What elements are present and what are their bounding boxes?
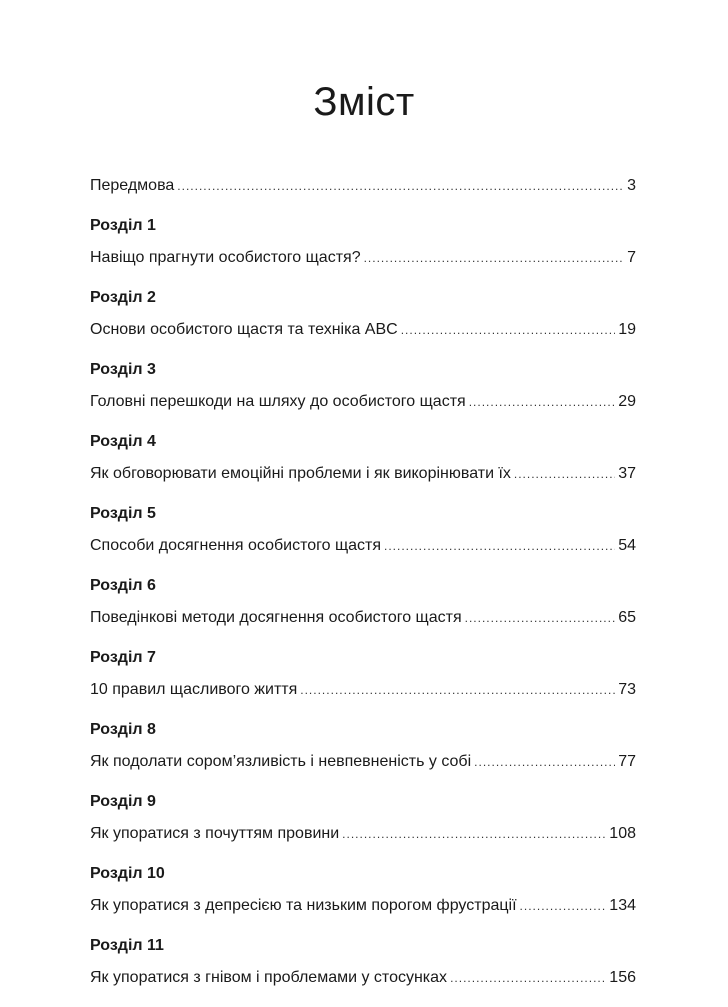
toc-chapter-2 — [90, 287, 636, 341]
toc-chapter-4 — [90, 431, 636, 485]
toc-page-number: 37 — [618, 465, 636, 482]
toc-page-number: 73 — [618, 681, 636, 698]
toc-page-number: 3 — [627, 177, 636, 194]
chapter-title: Основи особистого щастя та техніка ABC — [90, 321, 398, 338]
dot-leader — [342, 823, 606, 845]
toc-chapter-8 — [90, 719, 636, 773]
chapter-heading: Розділ 11 — [90, 937, 164, 954]
toc-entry — [90, 823, 636, 845]
toc-page-number: 77 — [618, 753, 636, 770]
chapter-title: Як обговорювати емоційні проблеми і як викорінювати їх — [90, 465, 511, 482]
toc-entry — [90, 247, 636, 269]
chapter-heading: Розділ 2 — [90, 289, 156, 306]
dot-leader — [384, 535, 615, 557]
chapter-title: Як подолати сором’язливість і невпевненість у собі — [90, 753, 472, 770]
chapter-title: Як упоратися з депресією та низьким порогом фрустрації — [90, 897, 517, 914]
chapter-title: Поведінкові методи досягнення особистого щастя — [90, 609, 462, 626]
chapter-heading: Розділ 5 — [90, 505, 156, 522]
toc-entry — [90, 463, 636, 485]
chapter-heading: Розділ 9 — [90, 793, 156, 810]
toc-entry — [90, 607, 636, 629]
table-of-contents — [90, 175, 636, 1007]
toc-chapter-3 — [90, 359, 636, 413]
chapter-title: 10 правил щасливого життя — [90, 681, 298, 698]
chapter-heading: Розділ 7 — [90, 649, 156, 666]
dot-leader — [401, 319, 616, 341]
toc-chapter-7 — [90, 647, 636, 701]
chapter-heading: Розділ 4 — [90, 433, 156, 450]
dot-leader — [364, 247, 625, 269]
chapter-title: Як упоратися з гнівом і проблемами у стосунках — [90, 969, 448, 986]
chapter-title: Головні перешкоди на шляху до особистого щастя — [90, 393, 466, 410]
toc-chapter-1 — [90, 215, 636, 269]
toc-entry — [90, 391, 636, 413]
toc-entry — [90, 319, 636, 341]
dot-leader — [514, 463, 615, 485]
toc-page-number: 54 — [618, 537, 636, 554]
toc-chapter-11 — [90, 935, 636, 989]
chapter-heading: Розділ 10 — [90, 865, 165, 882]
dot-leader — [520, 895, 607, 917]
toc-chapter-6 — [90, 575, 636, 629]
chapter-heading: Розділ 6 — [90, 577, 156, 594]
dot-leader — [300, 679, 615, 701]
dot-leader — [465, 607, 616, 629]
toc-page-number: 134 — [609, 897, 636, 914]
toc-page-number: 65 — [618, 609, 636, 626]
chapter-heading: Розділ 1 — [90, 217, 156, 234]
toc-entry — [90, 679, 636, 701]
chapter-title: Навіщо прагнути особистого щастя? — [90, 249, 361, 266]
toc-chapter-9 — [90, 791, 636, 845]
toc-entry-preface — [90, 175, 636, 197]
chapter-heading: Розділ 3 — [90, 361, 156, 378]
page-title: Зміст — [313, 80, 415, 124]
toc-page-number: 29 — [618, 393, 636, 410]
toc-entry — [90, 751, 636, 773]
toc-entry — [90, 967, 636, 989]
dot-leader — [450, 967, 606, 989]
toc-page-number: 19 — [618, 321, 636, 338]
dot-leader — [474, 751, 615, 773]
dot-leader — [177, 175, 624, 197]
toc-chapter-5 — [90, 503, 636, 557]
toc-entry — [90, 895, 636, 917]
dot-leader — [469, 391, 616, 413]
toc-page-number: 156 — [609, 969, 636, 986]
toc-chapter-10 — [90, 863, 636, 917]
chapter-heading: Розділ 8 — [90, 721, 156, 738]
toc-page-number: 7 — [627, 249, 636, 266]
chapter-title: Як упоратися з почуттям провини — [90, 825, 340, 842]
chapter-title: Способи досягнення особистого щастя — [90, 537, 381, 554]
toc-entry-label: Передмова — [90, 177, 175, 194]
toc-page-number: 108 — [609, 825, 636, 842]
toc-entry — [90, 535, 636, 557]
